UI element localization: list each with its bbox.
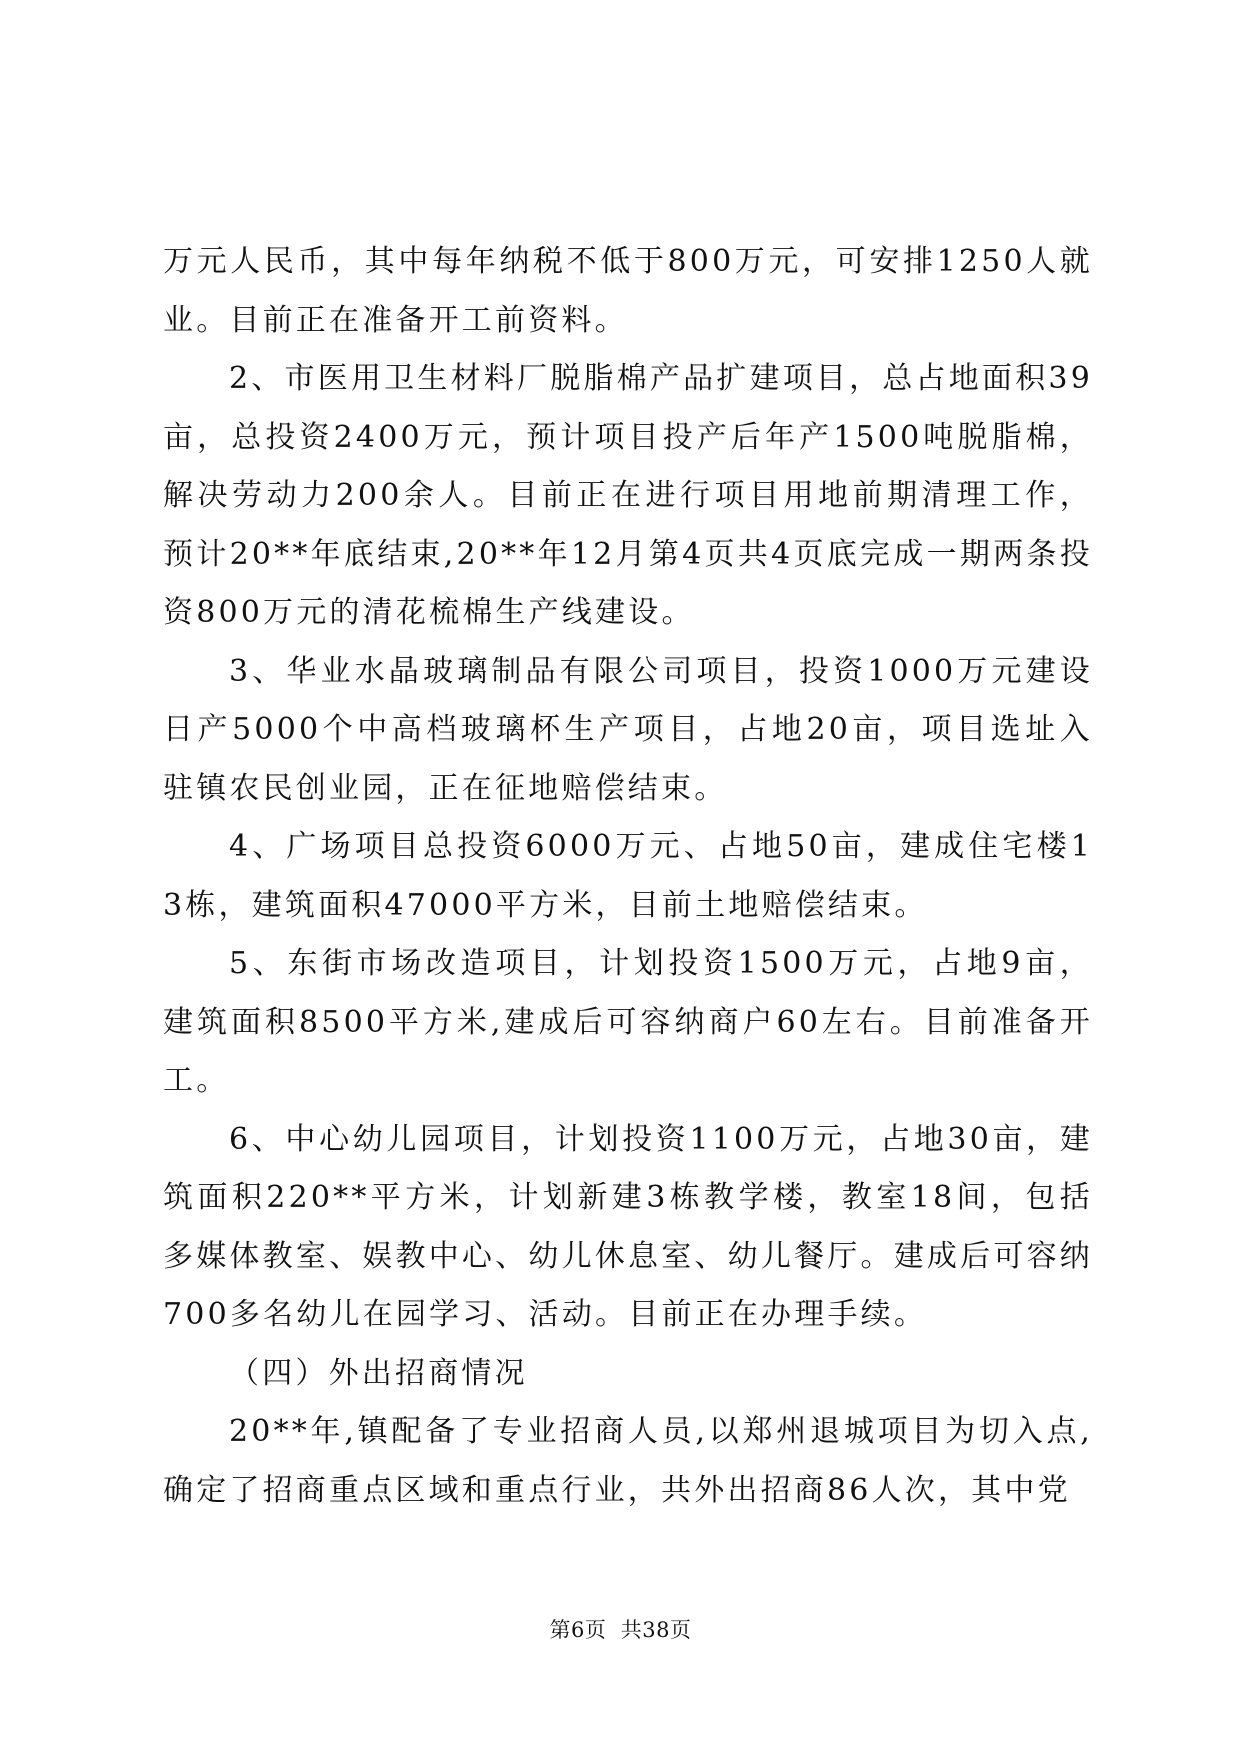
section-heading: （四）外出招商情况 [229, 1355, 528, 1391]
page-number: 第6页 共38页 [549, 1618, 692, 1642]
paragraph-item-2: 2、市医用卫生材料厂脱脂棉产品扩建项目，总占地面积39亩，总投资2400万元，预计项目投产后年产1500吨脱脂棉，解决劳动力200余人。目前正在进行项目用地前期清理工作，预计20**年底结束,20**年12月第4页共4页底完成一期两条投资800万元的清花梳棉生产线建设。 [163, 361, 1093, 630]
page-footer [0, 1614, 1241, 1644]
paragraph-item-6: 6、中心幼儿园项目，计划投资1100万元，占地30亩，建筑面积220**平方米，计划新建3栋教学楼，教室18间，包括多媒体教室、娱教中心、幼儿休息室、幼儿餐厅。建成后可容纳700多名幼儿在园学习、活动。目前正在办理手续。 [163, 1121, 1093, 1332]
paragraph-item-3: 3、华业水晶玻璃制品有限公司项目，投资1000万元建设日产5000个中高档玻璃杯生产项目，占地20亩，项目选址入驻镇农民创业园，正在征地赔偿结束。 [163, 653, 1093, 806]
document-body [163, 233, 1093, 1520]
paragraph-continuation: 万元人民币，其中每年纳税不低于800万元，可安排1250人就业。目前正在准备开工前资料。 [163, 244, 1093, 338]
paragraph-item-4: 4、广场项目总投资6000万元、占地50亩，建成住宅楼13栋，建筑面积47000平方米，目前土地赔偿结束。 [163, 829, 1093, 923]
paragraph-section-4-body: 20**年,镇配备了专业招商人员,以郑州退城项目为切入点,确定了招商重点区域和重点行业，共外出招商86人次，其中党 [163, 1414, 1093, 1508]
paragraph-item-5: 5、东街市场改造项目，计划投资1500万元，占地9亩，建筑面积8500平方米,建成后可容纳商户60左右。目前准备开工。 [163, 946, 1093, 1098]
